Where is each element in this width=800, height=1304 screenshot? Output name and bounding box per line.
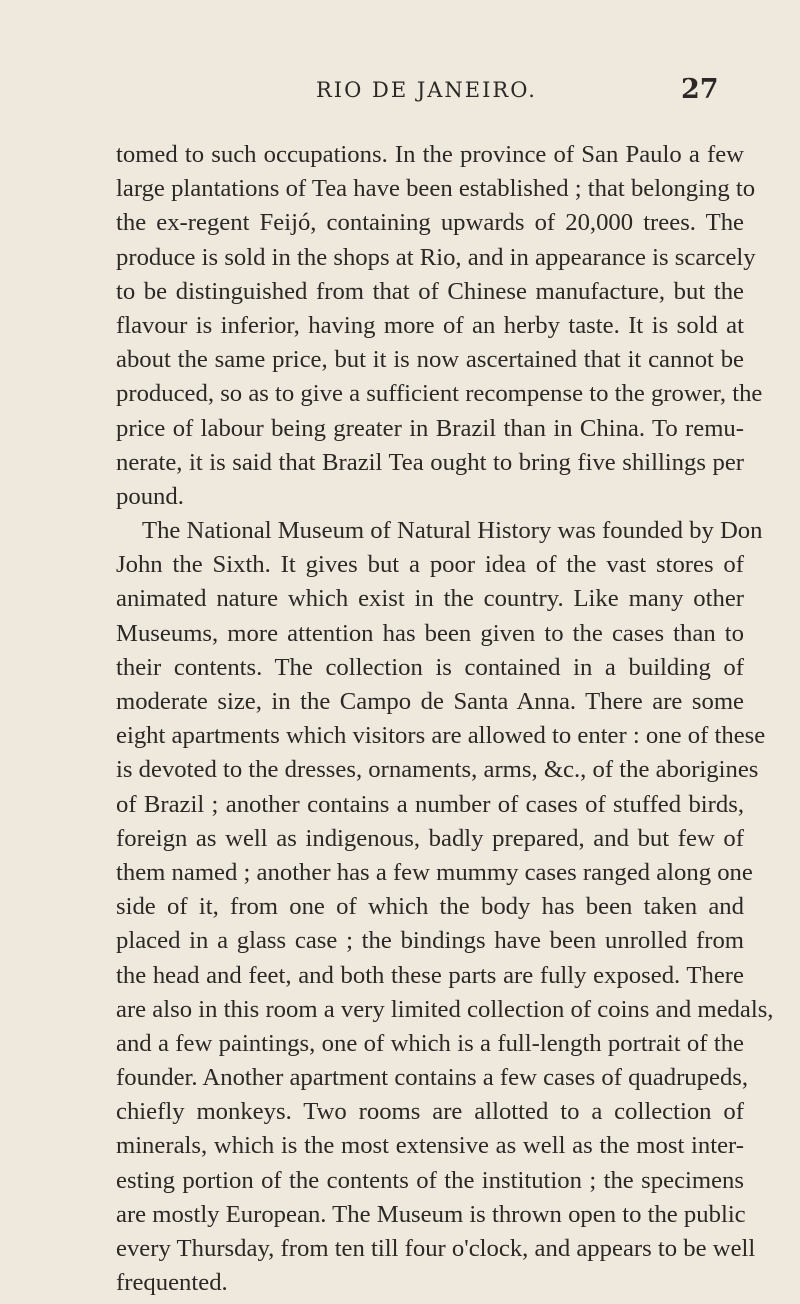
text-line: the head and feet, and both these parts are fully exposed. There — [116, 961, 744, 989]
text-line: frequented. — [116, 1269, 228, 1297]
text-line: animated nature which exist in the country. Like many other — [116, 585, 744, 613]
text-line: large plantations of Tea have been established ; that belonging to — [116, 175, 756, 203]
text-line: produce is sold in the shops at Rio, and in appearance is scarcely — [116, 243, 756, 271]
text-line: pound. — [116, 482, 184, 510]
running-title: RIO DE JANEIRO. — [316, 78, 537, 102]
text-line: to be distinguished from that of Chinese manufacture, but the — [116, 277, 744, 305]
text-line: foreign as well as indigenous, badly prepared, and but few of — [116, 824, 744, 852]
paragraph-museum — [116, 514, 774, 1300]
text-line: their contents. The collection is contained in a building of — [116, 653, 744, 681]
text-line: price of labour being greater in Brazil than in China. To remu- — [116, 414, 744, 442]
text-line: is devoted to the dresses, ornaments, arms, &c., of the aborigines — [116, 756, 759, 784]
text-line: them named ; another has a few mummy cases ranged along one — [116, 858, 753, 886]
text-line: minerals, which is the most extensive as well as the most inter- — [116, 1132, 744, 1160]
text-line: eight apartments which visitors are allowed to enter : one of these — [116, 722, 766, 750]
text-line: produced, so as to give a sufficient recompense to the grower, the — [116, 380, 763, 408]
text-line: nerate, it is said that Brazil Tea ought to bring five shillings per — [116, 448, 744, 476]
text-line: the ex-regent Feijó, containing upwards of 20,000 trees. The — [116, 209, 744, 237]
text-line: chiefly monkeys. Two rooms are allotted to a collection of — [116, 1098, 744, 1126]
text-line: moderate size, in the Campo de Santa Anna. There are some — [116, 688, 744, 715]
text-line: The National Museum of Natural History was founded by Don — [142, 517, 763, 545]
body-text — [116, 138, 774, 1300]
paragraph-tea — [116, 138, 763, 514]
text-line: are mostly European. The Museum is thrown open to the public — [116, 1200, 746, 1228]
text-line: placed in a glass case ; the bindings have been unrolled from — [116, 927, 744, 955]
text-line: about the same price, but it is now ascertained that it cannot be — [116, 346, 744, 374]
text-line: and a few paintings, one of which is a full-length portrait of the — [116, 1029, 744, 1057]
text-line: side of it, from one of which the body has been taken and — [116, 893, 744, 921]
text-line: every Thursday, from ten till four o'clock, and appears to be well — [116, 1235, 756, 1262]
text-line: of Brazil ; another contains a number of cases of stuffed birds, — [116, 790, 744, 818]
text-line: are also in this room a very limited collection of coins and medals, — [116, 995, 774, 1023]
running-head — [0, 74, 800, 118]
text-line: esting portion of the contents of the institution ; the specimens — [116, 1166, 744, 1194]
text-line: founder. Another apartment contains a few cases of quadrupeds, — [116, 1064, 749, 1092]
page-number: 27 — [681, 74, 719, 105]
text-line: John the Sixth. It gives but a poor idea of the vast stores of — [116, 551, 744, 579]
text-line: tomed to such occupations. In the province of San Paulo a few — [116, 141, 744, 168]
text-line: Museums, more attention has been given to the cases than to — [116, 619, 744, 647]
text-line: flavour is inferior, having more of an herby taste. It is sold at — [116, 311, 744, 339]
